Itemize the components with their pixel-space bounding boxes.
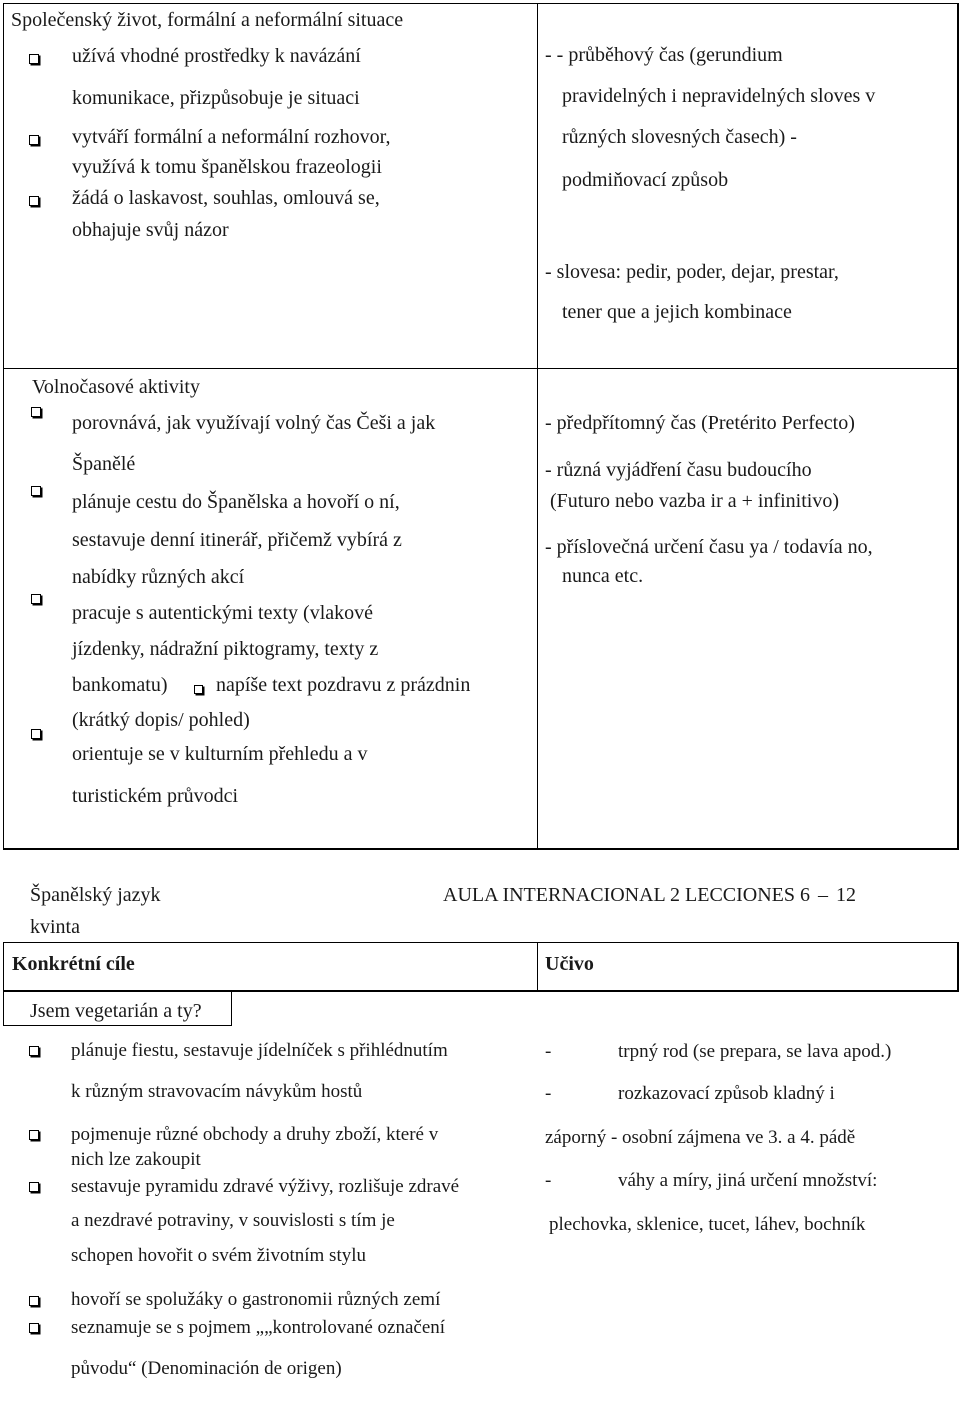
- checkbox-bullet-icon: [29, 1130, 39, 1140]
- section2-left-line: bankomatu): [72, 674, 168, 696]
- curriculum-item: váhy a míry, jiná určení množství:: [618, 1170, 878, 1191]
- section1-right-line: tener que a jejich kombinace: [562, 301, 792, 323]
- section1-right-line: pravidelných i nepravidelných sloves v: [562, 85, 876, 107]
- section1-heading: Společenský život, formální a neformální situace: [11, 9, 404, 31]
- checkbox-bullet-icon: [31, 594, 41, 604]
- curriculum-item: trpný rod (se prepara, se lava apod.): [618, 1041, 892, 1062]
- table2-header-bottom-border: [3, 990, 959, 992]
- textbook-title: [443, 885, 856, 905]
- checkbox-bullet-icon: [29, 54, 39, 64]
- topic-cell-bottom-border: [3, 1025, 232, 1026]
- table2-header-divider: [537, 942, 538, 992]
- table1-row-divider: [3, 368, 959, 369]
- section2-left-line: turistickém průvodci: [72, 785, 239, 807]
- section2-left-line: jízdenky, nádražní piktogramy, texty z: [72, 638, 379, 660]
- topic-title: Jsem vegetarián a ty?: [30, 1000, 202, 1022]
- checkbox-bullet-icon: [29, 1323, 39, 1333]
- textbook-dash: –: [818, 884, 829, 906]
- checkbox-bullet-icon: [29, 1182, 39, 1192]
- checkbox-bullet-icon: [31, 729, 41, 739]
- checkbox-bullet-icon: [31, 407, 41, 417]
- goal-line: hovoří se spolužáky o gastronomii různých zemí: [71, 1289, 441, 1310]
- subject-grade: kvinta: [30, 916, 80, 938]
- section1-left-line: využívá k tomu španělskou frazeologii: [72, 156, 382, 178]
- section2-left-line: (krátký dopis/ pohled): [72, 709, 250, 731]
- checkbox-bullet-icon: [29, 135, 39, 145]
- topic-cell-right-border: [231, 992, 232, 1026]
- goal-line: nich lze zakoupit: [71, 1149, 201, 1170]
- section2-left-line: Španělé: [72, 453, 136, 475]
- section1-right-line: - slovesa: pedir, poder, dejar, prestar,: [545, 261, 839, 283]
- section1-right-line: - - průběhový čas (gerundium: [545, 44, 783, 66]
- curriculum-item: záporný - osobní zájmena ve 3. a 4. pádě: [545, 1127, 856, 1148]
- section1-left-line: obhajuje svůj názor: [72, 219, 229, 241]
- section2-right-line: nunca etc.: [562, 565, 644, 587]
- subject-name: Španělský jazyk: [30, 884, 161, 906]
- textbook-last-lesson: 12: [836, 884, 857, 906]
- section2-left-line: napíše text pozdravu z prázdnin: [216, 674, 471, 696]
- section2-left-line: pracuje s autentickými texty (vlakové: [72, 602, 374, 624]
- goal-line: schopen hovořit o svém životním stylu: [71, 1245, 367, 1266]
- goal-line: k různým stravovacím návykům hostů: [71, 1081, 363, 1102]
- goal-line: sestavuje pyramidu zdravé výživy, rozlišuje zdravé: [71, 1176, 460, 1197]
- section1-right-line: různých slovesných časech) -: [562, 126, 797, 148]
- goal-line: původu“ (Denominación de origen): [71, 1358, 342, 1379]
- table1-column-divider: [537, 3, 538, 849]
- curriculum-item: plechovka, sklenice, tucet, láhev, bochník: [549, 1214, 866, 1235]
- section2-left-line: plánuje cestu do Španělska a hovoří o ní,: [72, 491, 400, 513]
- section2-left-line: porovnává, jak využívají volný čas Češi a jak: [72, 412, 436, 434]
- curriculum-dash: -: [545, 1170, 552, 1191]
- section1-right-line: podmiňovací způsob: [562, 169, 729, 191]
- table2-right-border: [957, 942, 959, 992]
- checkbox-bullet-icon: [31, 486, 41, 496]
- section2-right-line: - příslovečná určení času ya / todavía no,: [545, 536, 873, 558]
- table1-bottom-border: [3, 848, 959, 850]
- checkbox-bullet-icon: [29, 1046, 39, 1056]
- section2-left-line: sestavuje denní itinerář, přičemž vybírá z: [72, 529, 402, 551]
- goal-line: seznamuje se s pojmem „„kontrolované označení: [71, 1317, 446, 1338]
- curriculum-dash: -: [545, 1083, 552, 1104]
- curriculum-dash: -: [545, 1041, 552, 1062]
- header-curriculum: Učivo: [545, 953, 594, 975]
- table2-left-border: [3, 942, 4, 1026]
- header-specific-goals: Konkrétní cíle: [12, 953, 135, 975]
- goal-line: plánuje fiestu, sestavuje jídelníček s přihlédnutím: [71, 1040, 448, 1061]
- section2-right-line: - předpřítomný čas (Pretérito Perfecto): [545, 412, 855, 434]
- table1-top-border: [3, 3, 959, 4]
- section1-left-line: užívá vhodné prostředky k navázání: [72, 45, 361, 67]
- section1-left-line: komunikace, přizpůsobuje je situaci: [72, 87, 360, 109]
- textbook-book: AULA INTERNACIONAL 2 LECCIONES 6: [443, 884, 811, 906]
- section1-left-line: žádá o laskavost, souhlas, omlouvá se,: [72, 187, 380, 209]
- table2-top-border: [3, 942, 959, 943]
- curriculum-item: rozkazovací způsob kladný i: [618, 1083, 835, 1104]
- table1-left-border: [3, 3, 4, 849]
- section2-right-line: - různá vyjádření času budoucího: [545, 459, 812, 481]
- checkbox-bullet-icon: [194, 685, 203, 694]
- checkbox-bullet-icon: [29, 196, 39, 206]
- table1-right-border: [957, 3, 959, 849]
- checkbox-bullet-icon: [29, 1296, 39, 1306]
- goal-line: pojmenuje různé obchody a druhy zboží, které v: [71, 1124, 439, 1145]
- section2-heading: Volnočasové aktivity: [32, 376, 200, 398]
- section2-left-line: nabídky různých akcí: [72, 566, 245, 588]
- section1-left-line: vytváří formální a neformální rozhovor,: [72, 126, 391, 148]
- section2-right-line: (Futuro nebo vazba ir a + infinitivo): [550, 490, 839, 512]
- goal-line: a nezdravé potraviny, v souvislosti s tím je: [71, 1210, 395, 1231]
- section2-left-line: orientuje se v kulturním přehledu a v: [72, 743, 368, 765]
